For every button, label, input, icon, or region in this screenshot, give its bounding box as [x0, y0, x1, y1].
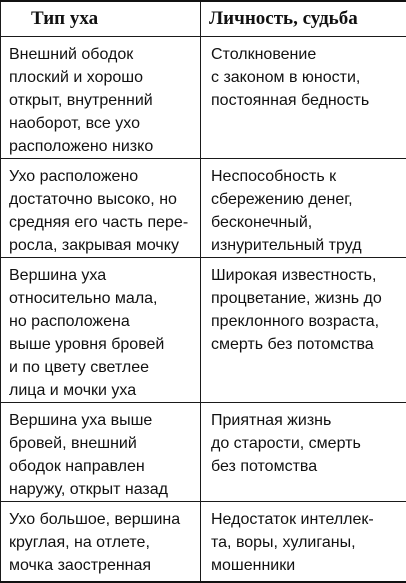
table-row [1, 37, 406, 159]
header-ear-type: Тип уха [1, 1, 201, 37]
personality-fate-cell: Широкая известность, процветание, жизнь до преклонного возраста, смерть без потомства [201, 258, 406, 356]
ear-type-cell: Вершина уха выше бровей, внешний ободок направлен наружу, открыт назад [1, 403, 200, 501]
personality-fate-cell: Столкновение с законом в юности, постоянная бедность [201, 37, 406, 112]
personality-fate-cell: Недостаток интеллек- та, воры, хулиганы, мошенники [201, 502, 406, 577]
ear-type-cell: Ухо большое, вершина круглая, на отлете, мочка заостренная [1, 502, 200, 577]
personality-fate-cell: Неспособность к сбережению денег, бесконечный, изнурительный труд [201, 159, 406, 257]
header-row [1, 1, 406, 37]
ear-type-cell: Вершина уха относительно мала, но расположена выше уровня бровей и по цвету светлее лица и мочки уха [1, 258, 200, 402]
ear-type-cell: Внешний ободок плоский и хорошо открыт, внутренний наоборот, все ухо расположено низко [1, 37, 200, 158]
header-personality-fate: Личность, судьба [201, 1, 406, 37]
table-row [1, 159, 406, 258]
personality-fate-cell: Приятная жизнь до старости, смерть без потомства [201, 403, 406, 478]
table-row [1, 403, 406, 502]
table-row [1, 258, 406, 403]
ear-type-cell: Ухо расположено достаточно высоко, но средняя его часть пере- росла, закрывая мочку [1, 159, 200, 257]
